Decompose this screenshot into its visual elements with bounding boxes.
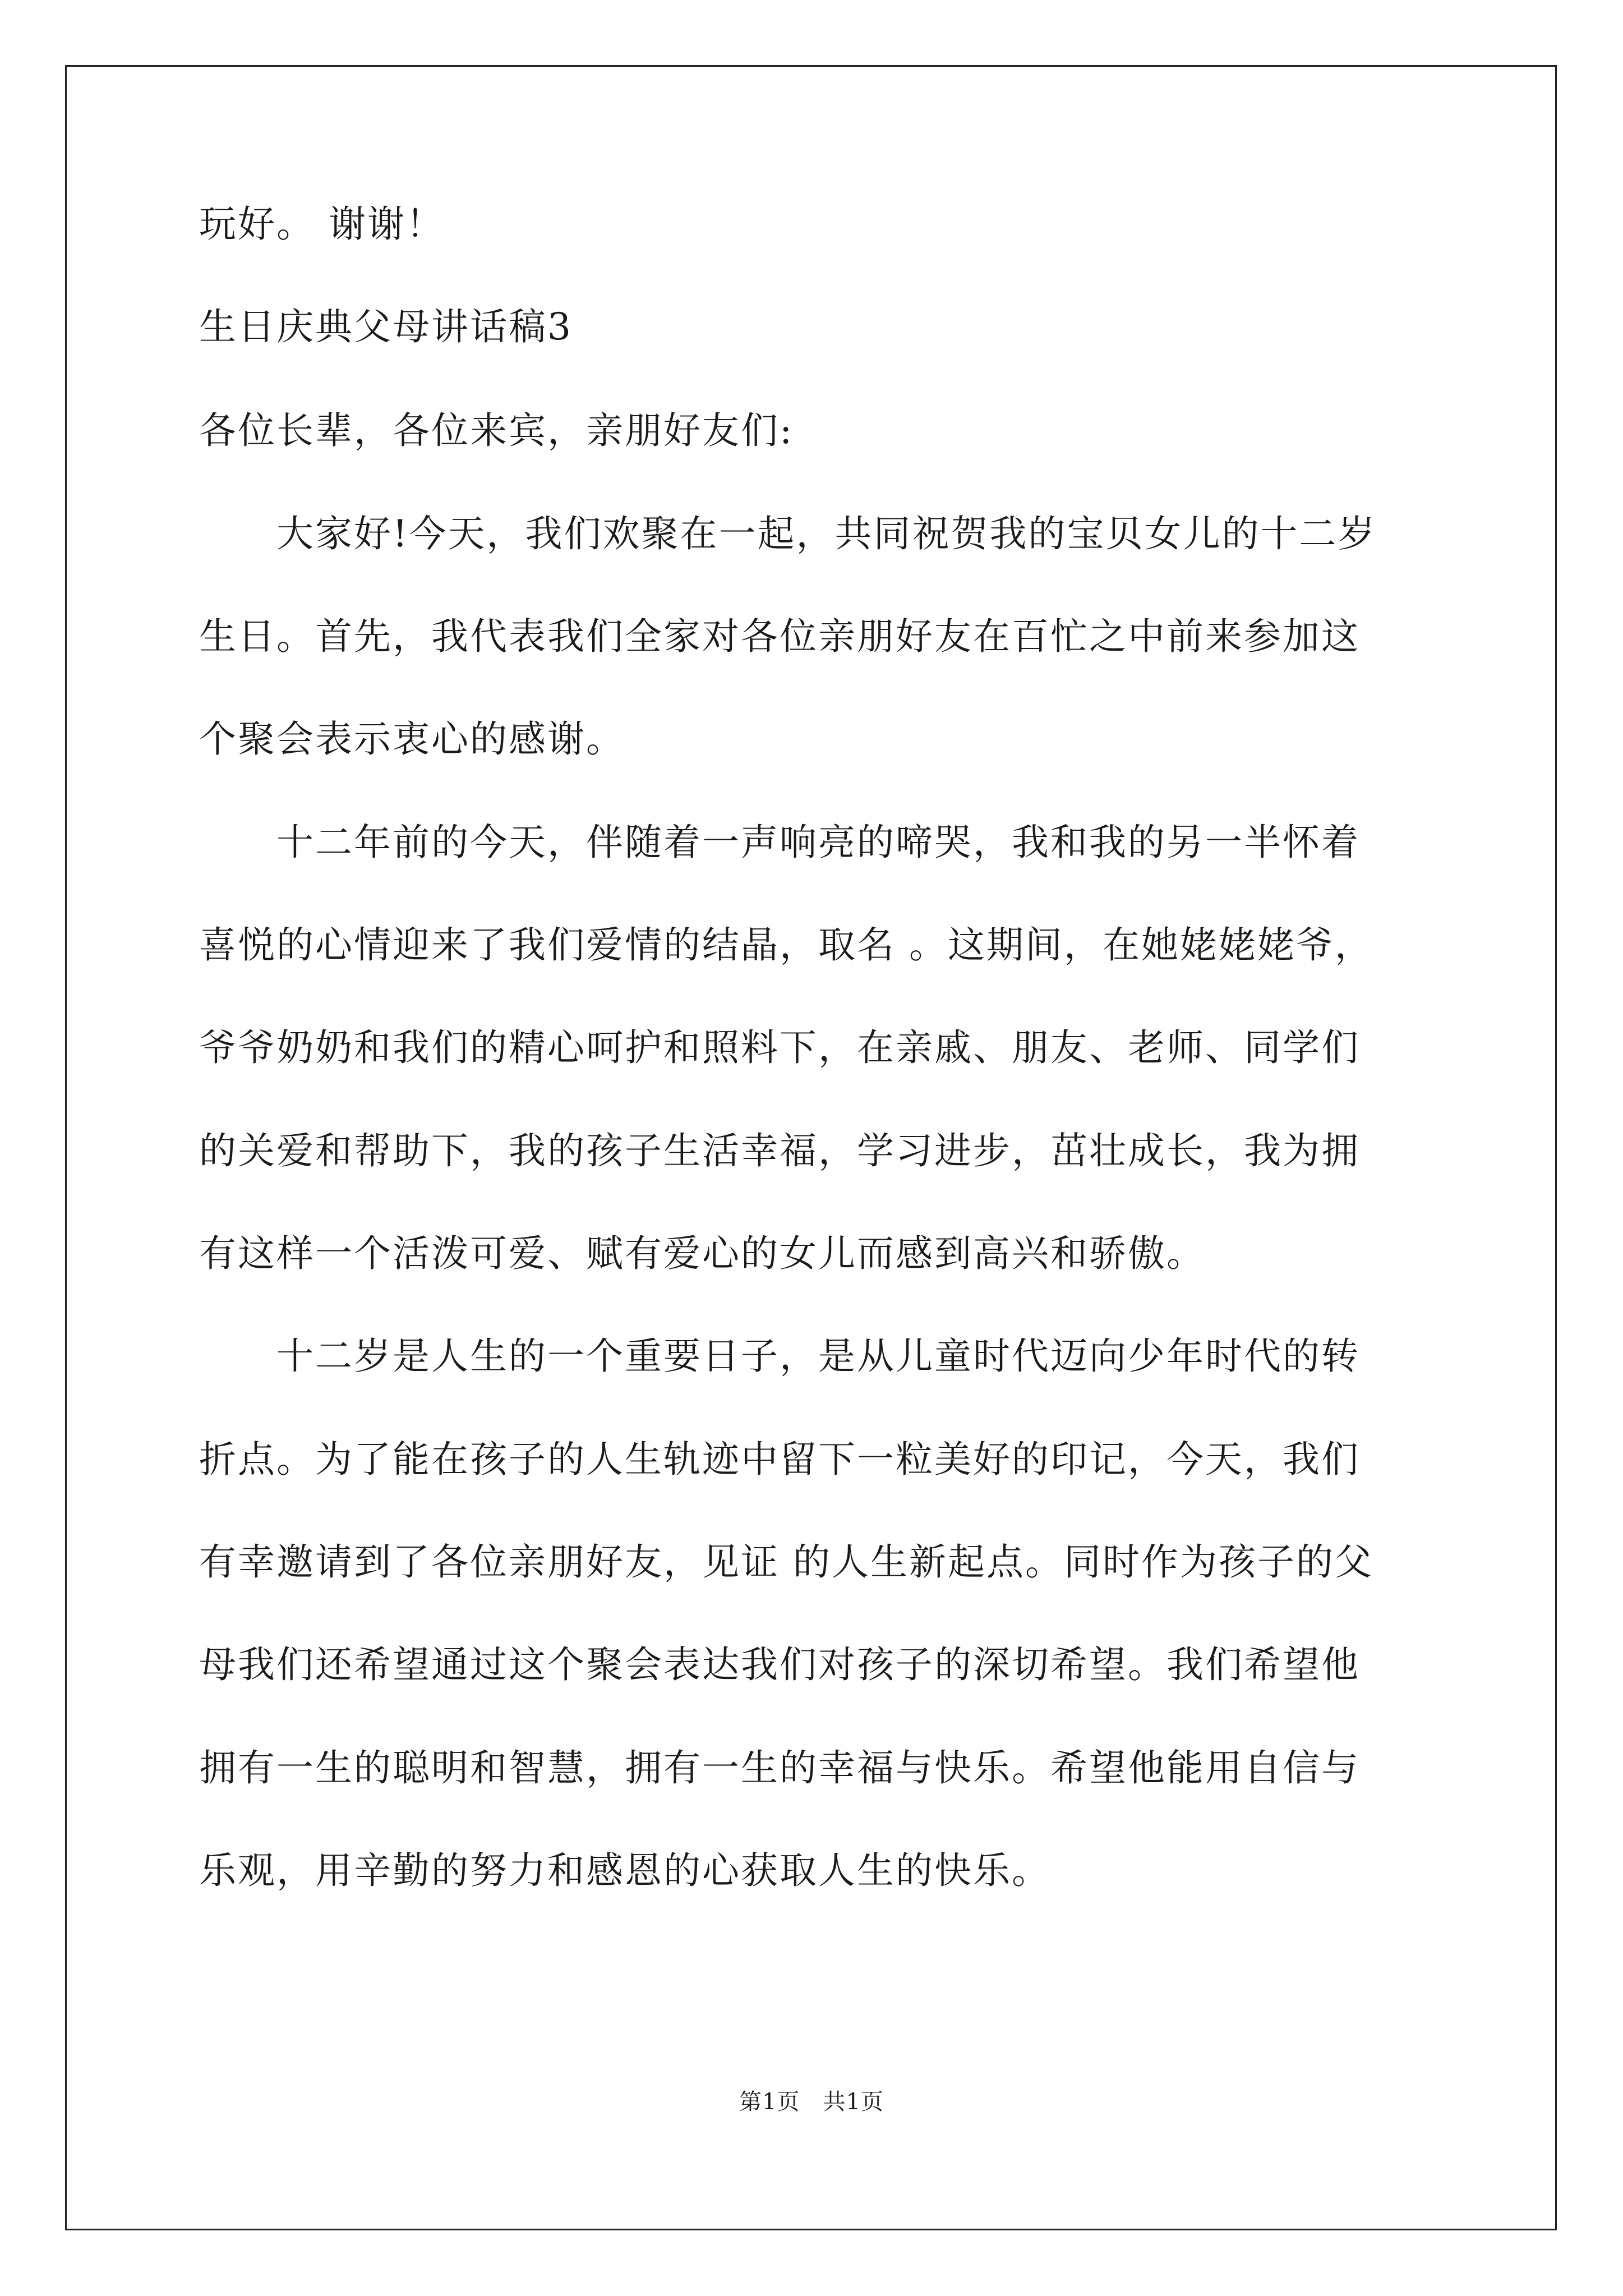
page-number: 第1页 共1页 <box>739 2089 884 2115</box>
text-line: 大家好!今天，我们欢聚在一起，共同祝贺我的宝贝女儿的十二岁 <box>199 512 1377 555</box>
text-line: 乐观，用辛勤的努力和感恩的心获取人生的快乐。 <box>199 1849 1050 1892</box>
text-line: 爷爷奶奶和我们的精心呵护和照料下，在亲戚、朋友、老师、同学们 <box>199 1026 1360 1069</box>
salutation: 各位长辈，各位来宾，亲朋好友们: <box>199 409 794 452</box>
text-line: 个聚会表示衷心的感谢。 <box>199 717 625 761</box>
text-line: 有这样一个活泼可爱、赋有爱心的女儿而感到高兴和骄傲。 <box>199 1232 1205 1275</box>
text-line: 有幸邀请到了各位亲朋好友，见证 的人生新起点。同时作为孩子的父 <box>199 1540 1373 1584</box>
text-line: 十二年前的今天，伴随着一声响亮的啼哭，我和我的另一半怀着 <box>199 821 1360 864</box>
text-line: 十二岁是人生的一个重要日子，是从儿童时代迈向少年时代的转 <box>199 1335 1360 1378</box>
text-line: 喜悦的心情迎来了我们爱情的结晶，取名 。这期间，在她姥姥姥爷， <box>199 923 1373 967</box>
text-line: 拥有一生的聪明和智慧，拥有一生的幸福与快乐。希望他能用自信与 <box>199 1746 1360 1789</box>
text-line: 生日。首先，我代表我们全家对各位亲朋好友在百忙之中前来参加这 <box>199 615 1360 658</box>
text-line: 玩好。 谢谢！ <box>199 203 445 246</box>
section-title: 生日庆典父母讲话稿3 <box>199 305 573 348</box>
text-line: 折点。为了能在孩子的人生轨迹中留下一粒美好的印记，今天，我们 <box>199 1438 1360 1481</box>
text-line: 的关爱和帮助下，我的孩子生活幸福，学习进步，茁壮成长，我为拥 <box>199 1129 1360 1172</box>
text-line: 母我们还希望通过这个聚会表达我们对孩子的深切希望。我们希望他 <box>199 1643 1360 1686</box>
